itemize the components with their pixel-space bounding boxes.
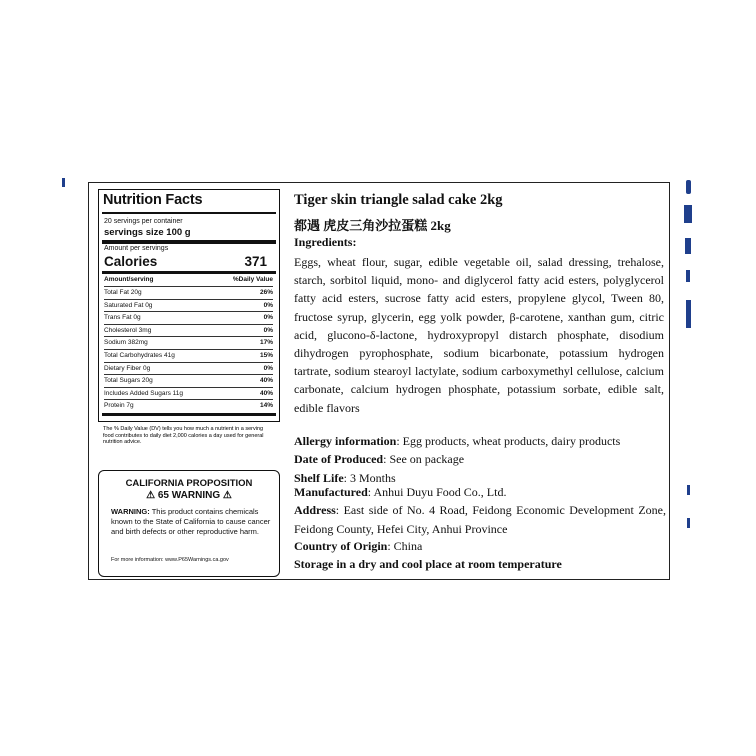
nutrient-row (104, 311, 273, 324)
nutrient-name: Includes Added Sugars 11g (104, 389, 184, 397)
nutrient-name: Protein 7g (104, 402, 134, 410)
nutrition-footnote: The % Daily Value (DV) tells you how much a nutrient in a serving food contributes to daily diet 2,000 calories a day used for general nutrition advice. (103, 426, 264, 445)
nutrient-dv: 15% (259, 352, 273, 359)
product-title-chinese: 都遇 虎皮三角沙拉蛋糕 2kg (294, 218, 451, 233)
servings-per-container: 20 servings per container (104, 218, 183, 225)
divider (102, 240, 276, 244)
package-edge-mark (62, 178, 65, 187)
package-edge-mark (686, 180, 691, 194)
allergy-label: Allergy information (294, 434, 397, 448)
nutrient-row (104, 349, 273, 362)
nutrient-dv: 14% (259, 402, 273, 410)
prop65-warning-word: WARNING: (111, 507, 150, 516)
nutrient-dv: 0% (263, 364, 273, 372)
nutrition-facts-panel (98, 189, 280, 422)
allergy-value: : Egg products, wheat products, dairy products (396, 434, 621, 448)
divider (102, 271, 276, 274)
origin-label: Country of Origin (294, 539, 388, 553)
nutrient-dv: 26% (259, 289, 273, 296)
package-edge-mark (686, 270, 690, 282)
nutrient-row (104, 286, 273, 299)
produced-value: : See on package (383, 452, 465, 466)
amount-header: Amount/serving (104, 276, 154, 283)
date-produced (294, 452, 464, 467)
shelf-life (294, 471, 396, 486)
nutrient-row (104, 299, 273, 312)
country-of-origin (294, 539, 422, 554)
package-edge-mark (687, 518, 690, 528)
nutrient-name: Cholesterol 3mg (104, 326, 152, 334)
prop65-warning-box (98, 470, 280, 577)
manufactured-value: : Anhui Duyu Food Co., Ltd. (367, 485, 507, 499)
nutrient-dv: 17% (259, 339, 273, 347)
prop65-body (111, 507, 271, 537)
address (294, 501, 666, 538)
prop65-title: CALIFORNIA PROPOSITION (125, 478, 253, 489)
nutrient-name: Sodium 382mg (104, 339, 148, 347)
package-edge-mark (684, 205, 692, 223)
amount-per-serving: Amount per servings (104, 245, 169, 252)
prop65-warning-text: This product contains chemicals known to the State of California to cause cancer and birth defects or other reproductive harm. (111, 507, 271, 536)
nutrient-row (104, 374, 273, 387)
nutrient-row (104, 387, 273, 400)
origin-value: : China (387, 539, 423, 553)
nutrient-dv: 40% (259, 389, 273, 397)
calories-label: Calories (104, 254, 158, 269)
package-edge-mark (686, 300, 691, 328)
manufactured-label: Manufactured (294, 485, 368, 499)
storage-instructions: Storage in a dry and cool place at room temperature (294, 557, 562, 571)
nutrient-row (104, 362, 273, 375)
divider (102, 212, 276, 214)
serving-size: servings size 100 g (104, 227, 191, 238)
warning-triangle-icon: ⚠ (146, 490, 156, 501)
shelf-label: Shelf Life (294, 471, 344, 485)
warning-triangle-icon: ⚠ (222, 490, 232, 501)
nutrient-dv: 0% (263, 314, 273, 322)
nutrient-dv: 0% (263, 326, 273, 334)
ingredients-list: Eggs, wheat flour, sugar, edible vegetable oil, salad dressing, trehalose, starch, sorbitol liquid, mono- and diglycerol fatty acid esters, polyglycerol fatty acid esters, sucrose fatty acid esters, propylene glycol, Tween 80, fructose syrup, glycerin, egg yolk powder, β-carotene, xanthan gum, citric acid, glucono-δ-lactone, hydroxypropyl distarch phosphate, disodium dihydrogen pyrophosphate, sodium bicarbonate, potassium hydrogen tartrate, sodium stearoyl lactylate, sodium carboxymethyl cellulose, calcium carbonate, calcium hydrogen phosphate, potassium sorbate, edible salt, edible flavors (294, 255, 664, 415)
column-headers (104, 276, 273, 283)
prop65-warning-label: 65 WARNING (157, 490, 221, 501)
dv-header: %Daily Value (232, 276, 273, 283)
prop65-more-info: For more information: www.P65Warnings.ca.gov (111, 557, 229, 563)
address-label: Address (294, 503, 336, 517)
allergy-info (294, 434, 620, 449)
nutrient-name: Saturated Fat 0g (104, 301, 153, 309)
calories-value: 371 (244, 254, 267, 269)
address-value: : East side of No. 4 Road, Feidong Economic Development Zone, Feidong County, Hefei City, Anhui Province (294, 503, 666, 536)
nutrient-row (104, 399, 273, 412)
produced-label: Date of Produced (294, 452, 384, 466)
label-card (88, 182, 670, 580)
shelf-value: : 3 Months (343, 471, 396, 485)
package-edge-mark (687, 485, 690, 495)
nutrient-dv: 0% (263, 301, 273, 309)
product-title: Tiger skin triangle salad cake 2kg (294, 192, 503, 208)
package-edge-mark (685, 238, 691, 254)
manufacturer (294, 485, 506, 500)
nutrient-name: Total Sugars 20g (104, 377, 153, 385)
nutrient-dv: 40% (259, 377, 273, 385)
nutrient-name: Total Carbohydrates 41g (104, 352, 175, 359)
nutrient-name: Trans Fat 0g (104, 314, 141, 322)
nutrient-name: Dietary Fiber 0g (104, 364, 151, 372)
nutrient-name: Total Fat 20g (104, 289, 142, 296)
nutrient-row (104, 324, 273, 337)
nutrition-facts-title: Nutrition Facts (103, 192, 203, 208)
nutrient-row (104, 336, 273, 349)
divider (102, 413, 276, 416)
ingredients-heading: Ingredients: (294, 235, 357, 249)
prop65-warning-heading (99, 490, 279, 501)
